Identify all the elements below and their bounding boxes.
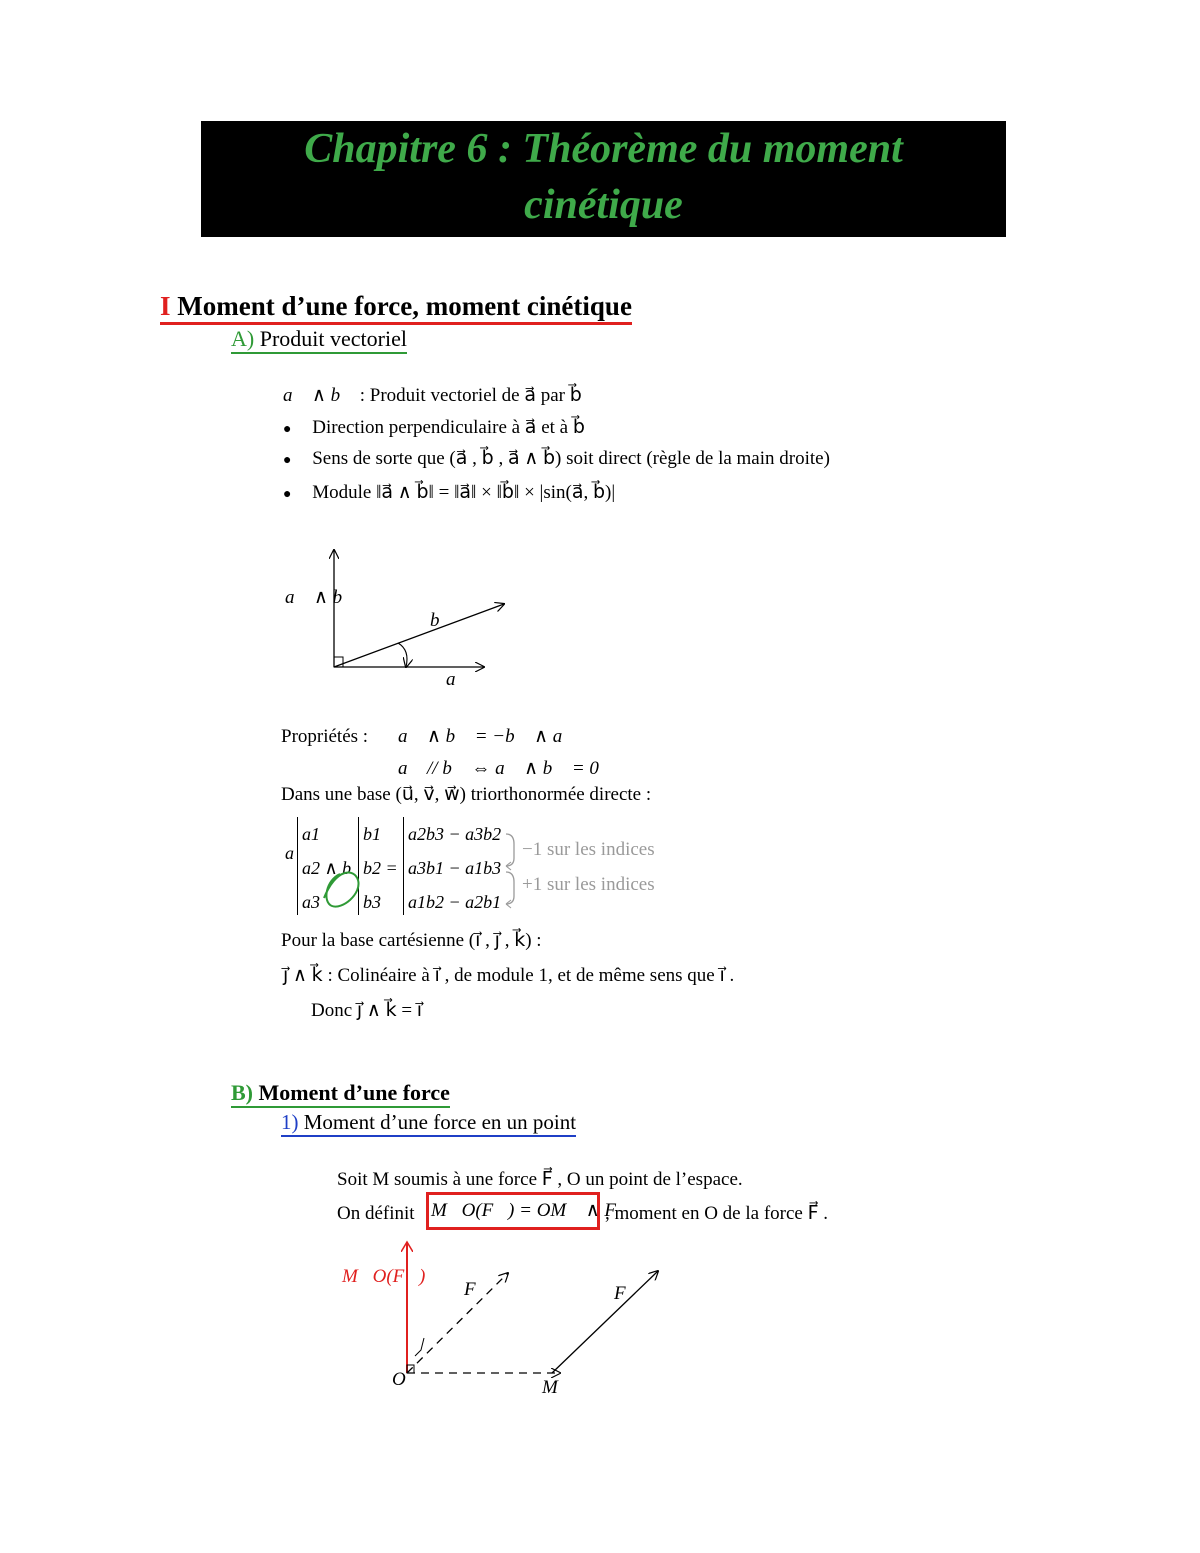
subsection-a-heading — [231, 326, 407, 354]
index-note-plus: +1 sur les indices — [522, 874, 655, 895]
matrix-cell: a1 — [302, 824, 320, 844]
section-title: Moment d’une force, moment cinétique — [177, 291, 632, 321]
index-loop-icon — [320, 860, 365, 912]
matrix-cell: a2b3 − a3b2 — [408, 824, 502, 844]
force-dashed-label: F⃗ — [464, 1279, 491, 1300]
section-number: I — [160, 291, 171, 321]
cartesian-line: j⃗ ∧ k⃗ : Colinéaire à i⃗ , de module 1, et de même sens que i⃗ . — [283, 965, 735, 986]
definition-text: : Produit vectoriel de a⃗ par b⃗ — [359, 385, 582, 406]
perpendicular-mark-icon — [415, 1338, 424, 1356]
cartesian-line: Pour la base cartésienne (i⃗ , j⃗ , k⃗) : — [281, 930, 542, 951]
moment-diagram — [390, 1238, 670, 1393]
matrix-cell: a2 ∧ b⃗ — [302, 858, 366, 878]
bullet-item — [283, 416, 585, 442]
bullet-item — [283, 447, 830, 473]
bullet-text: Sens de sorte que (a⃗ , b⃗ , a⃗ ∧ b⃗) soit direct (règle de la main droite) — [312, 448, 830, 469]
bullet-item — [283, 481, 615, 507]
bullet-text: Module ‖a⃗ ∧ b⃗‖ = ‖a⃗‖ × ‖b⃗‖ × |sin(a⃗, b⃗)| — [312, 482, 616, 503]
subsubsection-title: Moment d’une force en un point — [303, 1110, 577, 1134]
subsection-b-number: B) — [231, 1080, 253, 1105]
matrix-a-prefix: a⃗ — [285, 843, 309, 863]
a-label: a⃗ — [446, 669, 471, 690]
b-label: b⃗ — [430, 610, 455, 631]
matrix-cell: b2 = — [363, 858, 398, 878]
property-antisymmetry: a⃗ ∧ b⃗ = −b⃗ ∧ a⃗ — [398, 726, 578, 747]
subsection-b-title: Moment d’une force — [258, 1080, 450, 1105]
moment-intro: Soit M soumis à une force F⃗ , O un point de l’espace. — [337, 1169, 743, 1190]
matrix-cell: a3 — [302, 892, 320, 912]
chapter-title-line1: Chapitre 6 : Théorème du moment — [304, 126, 903, 172]
base-text: Dans une base (u⃗, v⃗, w⃗) triorthonormée directe : — [281, 784, 652, 805]
chapter-title — [201, 121, 1006, 237]
subsection-a-number: A) — [231, 326, 255, 351]
matrix-result-column — [403, 817, 501, 915]
axis-label: a⃗ ∧ b⃗ — [285, 587, 357, 608]
moment-define-suffix: , moment en O de la force F⃗ . — [605, 1203, 829, 1224]
point-m-label: M — [542, 1377, 558, 1398]
matrix-cell: b3 — [363, 892, 381, 912]
subsubsection-number: 1) — [281, 1110, 299, 1134]
moment-define-prefix: On définit — [337, 1203, 415, 1224]
subsection-a-title: Produit vectoriel — [259, 326, 407, 351]
definition-line — [283, 384, 582, 408]
subsubsection-heading — [281, 1109, 576, 1137]
section-heading — [160, 290, 632, 325]
matrix-cell: a3b1 − a1b3 — [408, 858, 502, 878]
matrix-cell: a1b2 − a2b1 — [408, 892, 502, 912]
moment-vector-label: M⃗O(F⃗) — [342, 1266, 426, 1287]
property-collinear: a⃗ // b⃗ ⇔ a⃗ ∧ b⃗ = 0⃗ — [398, 758, 614, 779]
chapter-title-line2: cinétique — [524, 182, 683, 228]
point-o-label: O — [392, 1369, 406, 1390]
bullet-icon: ● — [283, 422, 292, 437]
bullet-text: Direction perpendiculaire à a⃗ et à b⃗ — [312, 417, 585, 438]
bullet-icon: ● — [283, 487, 292, 502]
properties-label: Propriétés : — [281, 726, 369, 747]
force-solid-label: F⃗ — [614, 1283, 641, 1304]
matrix-cell: b1 — [363, 824, 381, 844]
moment-formula: M⃗O(F⃗) = OM⃗ ∧ F⃗ — [431, 1200, 631, 1221]
angle-arc-icon — [398, 643, 407, 667]
subsection-b-heading — [231, 1080, 450, 1108]
cross-product-expression: a⃗ ∧ b⃗ — [283, 385, 355, 406]
cross-product-diagram — [270, 540, 530, 700]
cartesian-result: Donc j⃗ ∧ k⃗ = i⃗ — [311, 1000, 423, 1021]
index-note-minus: −1 sur les indices — [522, 839, 655, 860]
force-vector-line — [552, 1271, 658, 1373]
vector-b-line — [334, 604, 504, 667]
bullet-icon: ● — [283, 453, 292, 468]
